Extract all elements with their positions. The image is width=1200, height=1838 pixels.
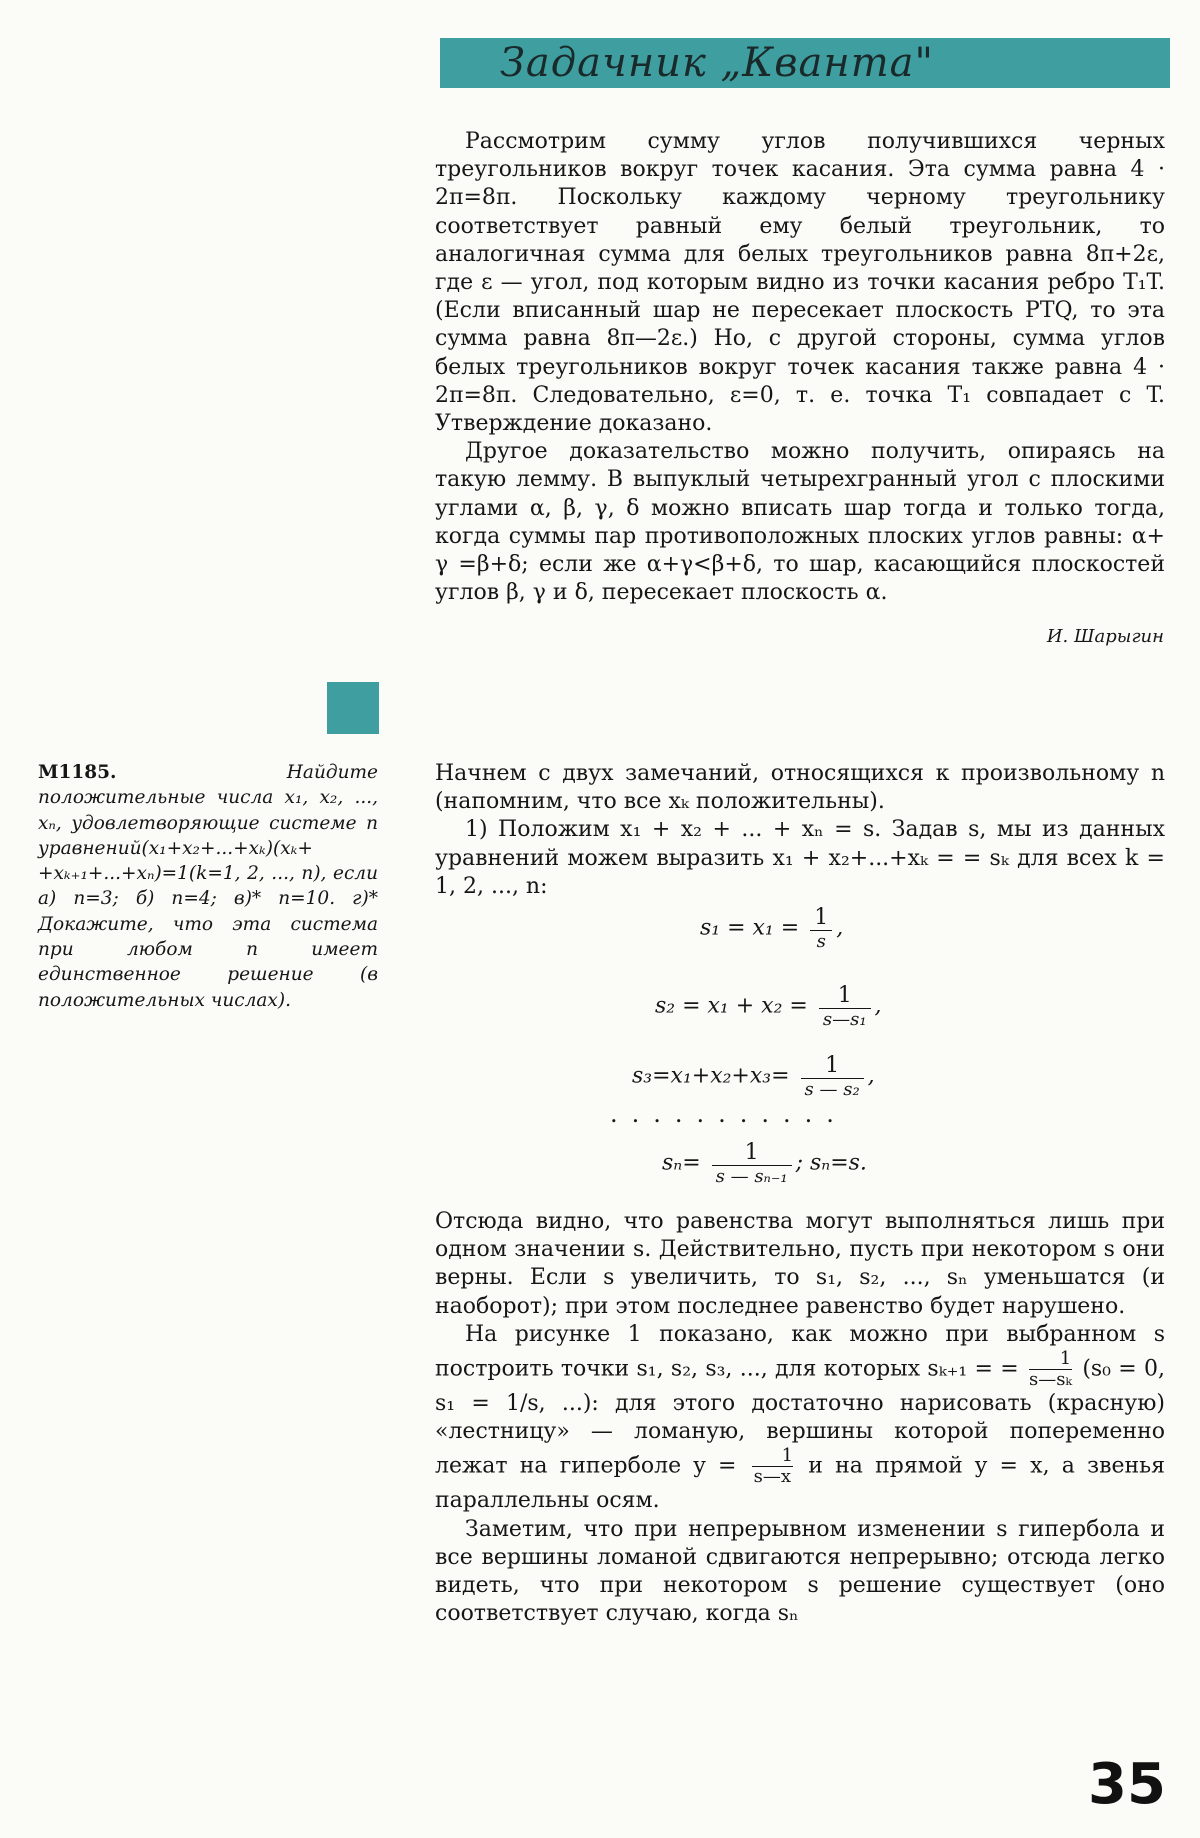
formula-s1-fraction [810, 905, 832, 952]
formula-s2-denominator: s—s₁ [822, 1009, 867, 1030]
formula-s2-tail: , [874, 993, 882, 1019]
formula-s3-tail: , [867, 1063, 875, 1089]
section-marker-square [327, 682, 379, 734]
solution-paragraph-2: 1) Положим x₁ + x₂ + ... + xₙ = s. Задав s, мы из данных уравнений можем выразить x₁ + x₂+...+xₖ = = sₖ для всех k = 1, 2, ..., n: [435, 817, 1165, 899]
solution-paragraph-4 [435, 1321, 1165, 1516]
formula-s3-left: s₃=x₁+x₂+x₃= [632, 1063, 790, 1089]
solution-paragraph-4c: и на прямой y = x, а звенья параллельны осям. [435, 1453, 1166, 1514]
formula-s3-numerator: 1 [801, 1053, 864, 1079]
formula-sn-left: sₙ= [662, 1150, 701, 1176]
inline-fraction-1-denominator: s—sₖ [1028, 1369, 1072, 1391]
top-paragraph-2: Другое доказательство можно получить, опираясь на такую лемму. В выпуклый четырехгранный угол с плоскими углами α, β, γ, δ можно вписать шар тогда и только тогда, когда суммы пар противоположных плоских углов равны: α+ γ =β+δ; если же α+γ<β+δ, то шар, касающийся плоскостей углов β, γ и δ, пересекает плоскость α. [435, 439, 1165, 606]
problem-text: Найдите положительные числа x₁, x₂, ..., xₙ, удовлетворяющие системе n уравнений(x₁+x₂+...+xₖ)(xₖ+ +xₖ₊₁+...+xₙ)=1(k=1, 2, ..., n), если а) n=3; б) n=4; в)* n=10. г)* Докажите, что эта система при любом n имеет единственное решение (в положительных числах). [38, 762, 378, 1011]
formula-sn-denominator: s — sₙ₋₁ [715, 1166, 788, 1187]
solution-paragraph-4b: (s₀ = 0, s₁ = 1/s, ...): для этого достаточно нарисовать (красную) «лестницу» — ломаную, вершины которой попеременно лежат на гиперболе y = [435, 1356, 1166, 1479]
formula-sn-fraction [712, 1140, 792, 1187]
solution-paragraph-5: Заметим, что при непрерывном изменении s гипербола и все вершины ломаной сдвигаются непрерывно; отсюда легко видеть, что при некотором s решение существует (оно соответствует случаю, когда sₙ [435, 1516, 1165, 1627]
formula-s1-left: s₁ = x₁ = [700, 915, 800, 941]
formula-s3 [632, 1053, 875, 1100]
formula-s2-left: s₂ = x₁ + x₂ = [655, 993, 808, 1019]
formula-s2 [655, 983, 882, 1030]
inline-fraction-2-denominator: s—x [753, 1466, 792, 1488]
problem-id: М1185. [38, 762, 117, 783]
problem-statement [38, 760, 378, 1013]
solution-paragraph-3: Отсюда видно, что равенства могут выполняться лишь при одном значении s. Действительно, пусть при некотором s они верны. Если s увеличить, то s₁, s₂, ..., sₙ уменьшатся (и наоборот); при этом последнее равенство будет нарушено. [435, 1209, 1165, 1319]
inline-fraction-1-numerator: 1 [1029, 1349, 1072, 1370]
formula-s3-fraction [801, 1053, 864, 1100]
formula-s2-fraction [819, 983, 871, 1030]
formula-s3-denominator: s — s₂ [804, 1079, 860, 1100]
inline-fraction-2-numerator: 1 [752, 1446, 793, 1467]
solution-intro [435, 760, 1165, 901]
author-signature: И. Шарыгин [1046, 626, 1164, 647]
formula-s1-tail: , [836, 915, 844, 941]
formula-s2-numerator: 1 [819, 983, 871, 1009]
solution-paragraph-4a: На рисунке 1 показано, как можно при выбранном s построить точки s₁, s₂, s₃, ..., для которых sₖ₊₁ = [435, 1321, 1165, 1382]
header-banner [440, 38, 1170, 88]
formula-s1-numerator: 1 [810, 905, 832, 931]
formula-s1-denominator: s [816, 931, 826, 952]
inline-fraction-1 [1029, 1349, 1072, 1390]
formula-sn-tail: ; sₙ=s. [795, 1150, 867, 1176]
formula-sn [662, 1140, 867, 1187]
solution-paragraph-4-eq: = [1000, 1356, 1019, 1382]
top-paragraph-1: Рассмотрим сумму углов получившихся черных треугольников вокруг точек касания. Эта сумма равна 4 · 2π=8π. Поскольку каждому черному треугольнику соответствует равный ему белый треугольник, то аналогичная сумма для белых треугольников равна 8π+2ε, где ε — угол, под которым видно из точки касания ребро T₁T. (Если вписанный шар не пересекает плоскость PTQ, то эта сумма равна 8π—2ε.) Но, с другой стороны, сумма углов белых треугольников вокруг точек касания также равна 4 · 2π=8π. Следовательно, ε=0, т. е. точка T₁ совпадает с T. Утверждение доказано. [435, 129, 1165, 437]
top-text-column [435, 128, 1165, 607]
inline-fraction-2 [752, 1446, 793, 1487]
formula-ellipsis: ........... [610, 1100, 848, 1128]
solution-body [435, 1208, 1165, 1628]
formula-sn-numerator: 1 [712, 1140, 792, 1166]
header-title: Задачник „Кванта" [500, 40, 934, 86]
solution-paragraph-1: Начнем с двух замечаний, относящихся к произвольному n (напомним, что все xₖ положительны). [435, 761, 1165, 815]
formula-s1 [700, 905, 843, 952]
page-number: 35 [1088, 1752, 1166, 1817]
